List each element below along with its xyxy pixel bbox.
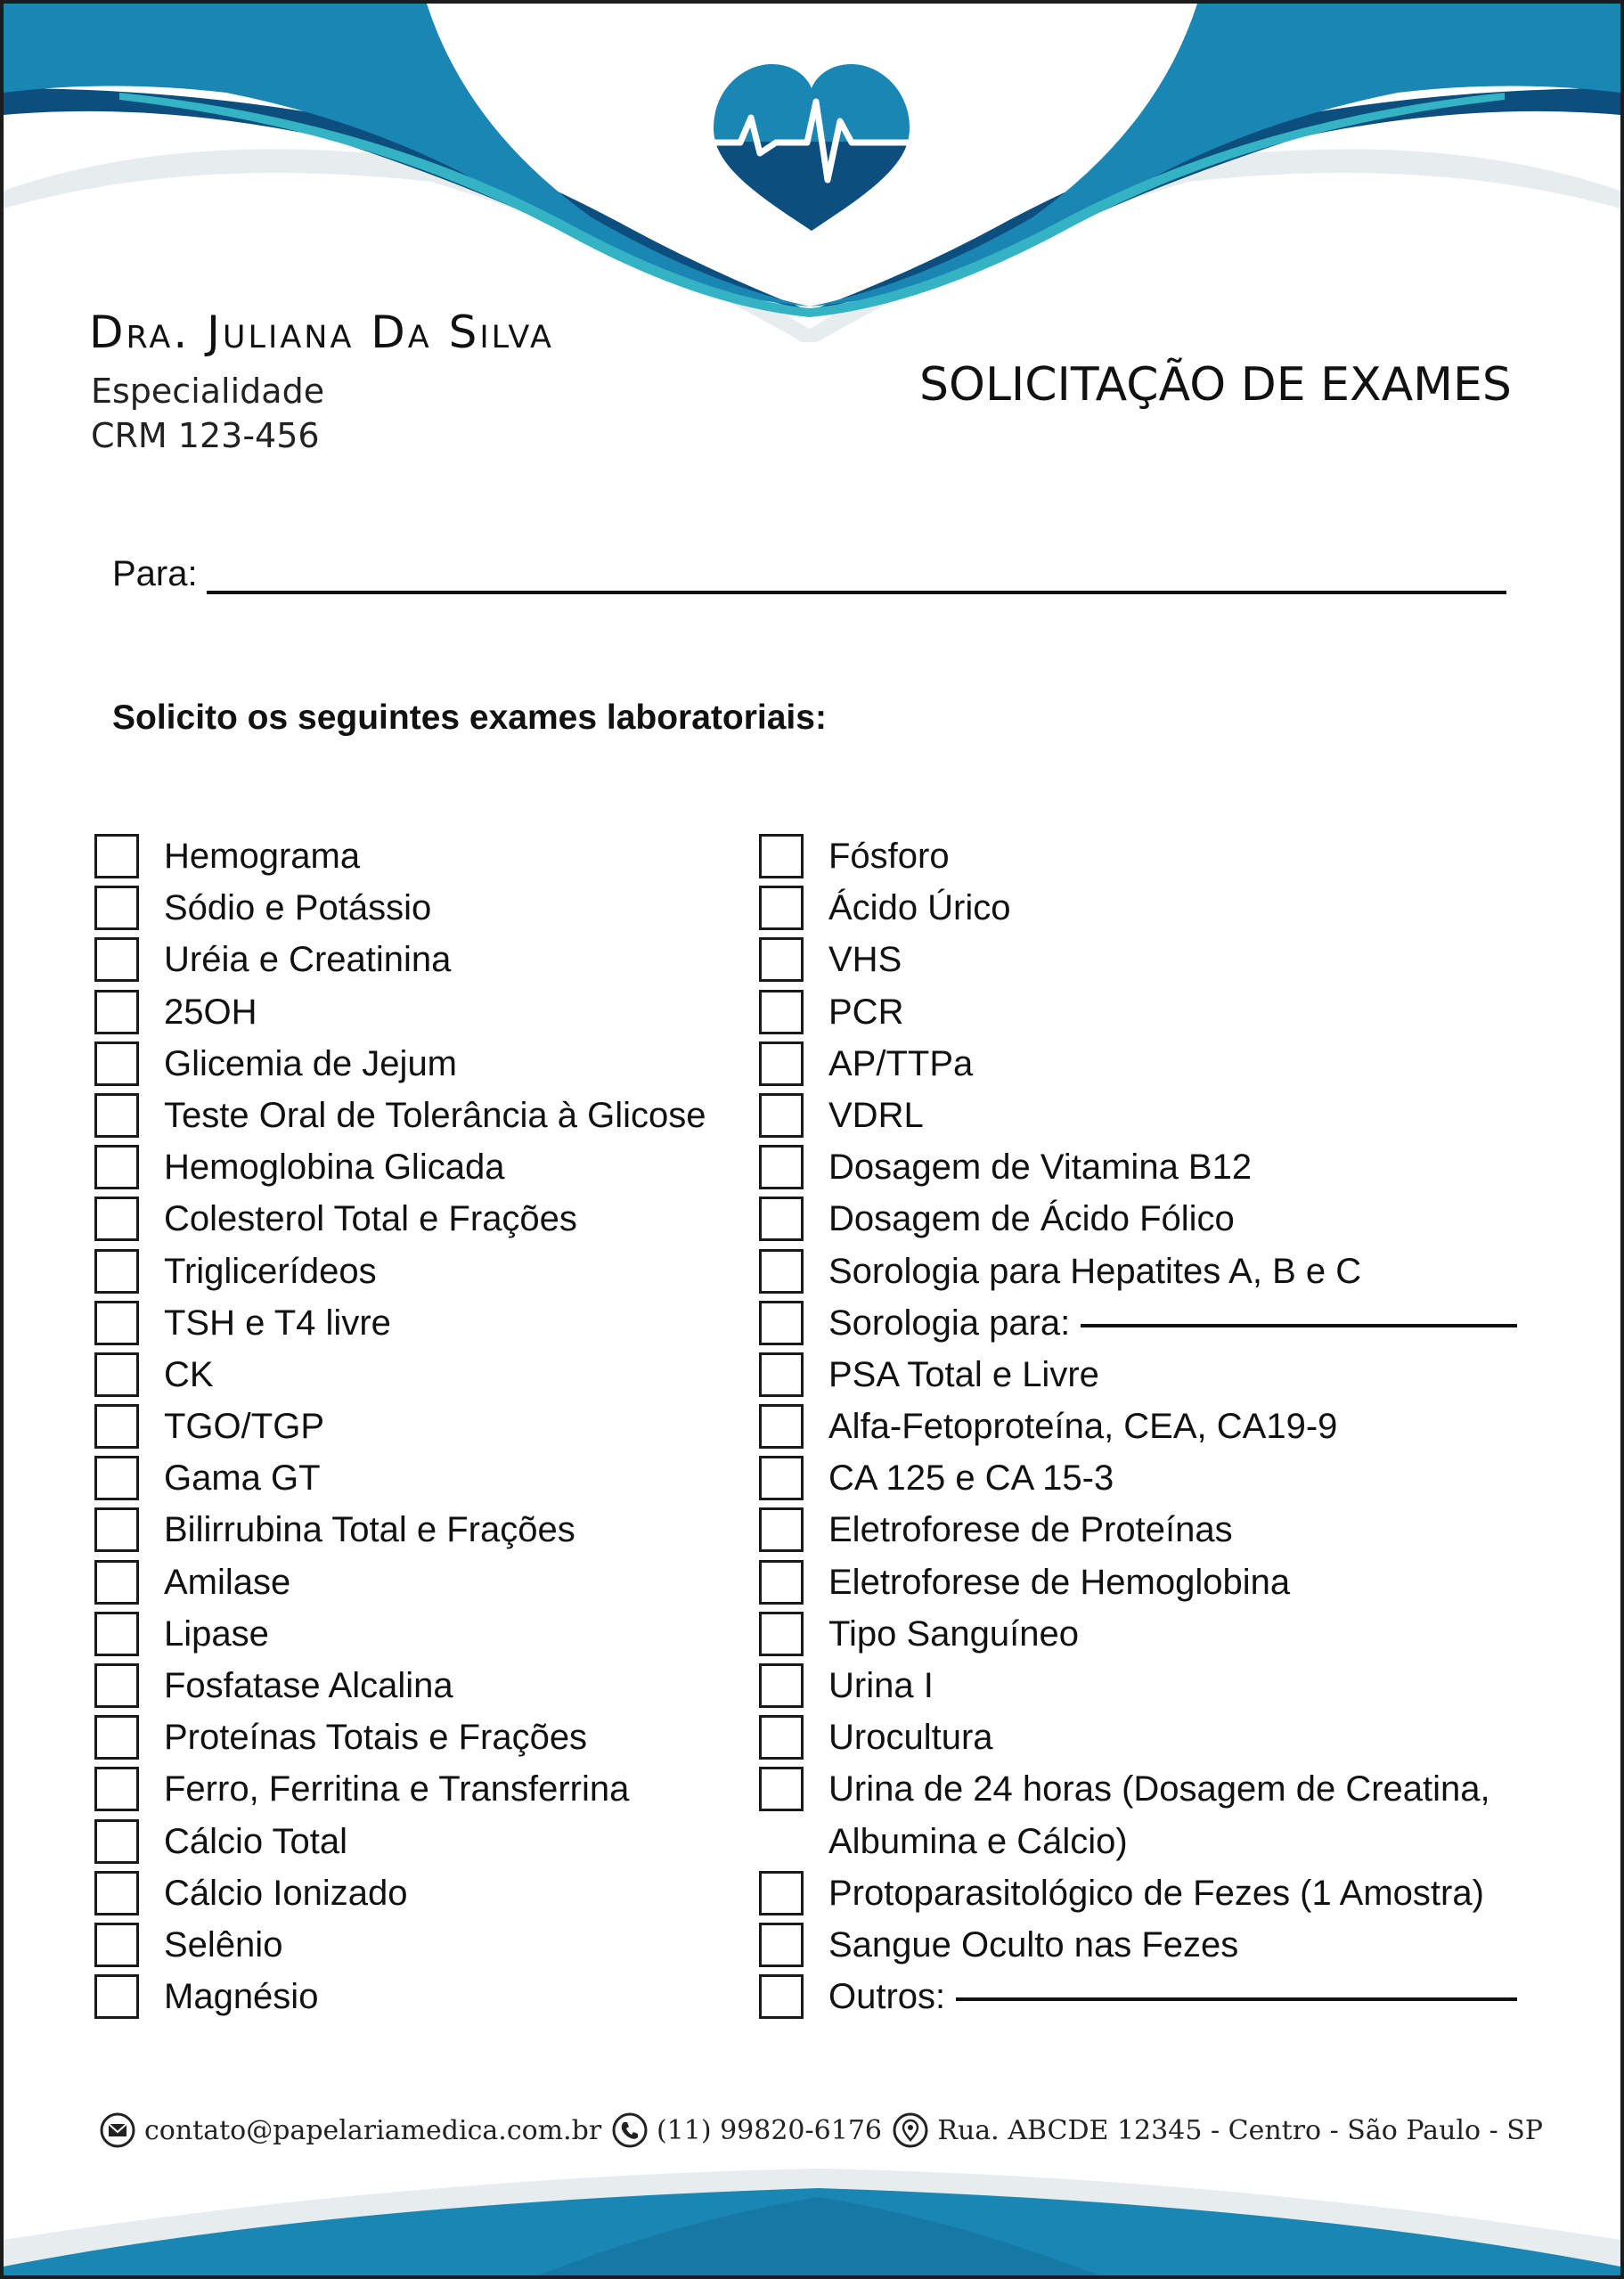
exam-label: TGO/TGP xyxy=(164,1407,324,1447)
exam-item[interactable] xyxy=(94,1556,745,1608)
exam-label: Ácido Úrico xyxy=(828,888,1011,928)
exam-label: Lipase xyxy=(164,1613,269,1654)
exam-checkbox[interactable] xyxy=(759,1974,804,2019)
exam-label: 25OH xyxy=(164,992,257,1032)
exam-checkbox[interactable] xyxy=(759,1507,804,1552)
exam-checkbox[interactable] xyxy=(759,1145,804,1189)
exam-checkbox[interactable] xyxy=(759,937,804,982)
exam-label: Proteínas Totais e Frações xyxy=(164,1718,588,1758)
exam-checkbox[interactable] xyxy=(759,990,804,1034)
exam-checkbox[interactable] xyxy=(94,834,139,878)
footer-blue-left xyxy=(4,2188,819,2275)
exam-label: CK xyxy=(164,1354,214,1394)
exam-label: TSH e T4 livre xyxy=(164,1303,391,1343)
exam-item[interactable] xyxy=(759,1608,1543,1660)
exam-item[interactable] xyxy=(759,1297,1543,1349)
exam-item[interactable] xyxy=(759,1763,1543,1866)
exam-item[interactable] xyxy=(94,1816,745,1867)
exam-label: Cálcio Total xyxy=(164,1821,348,1861)
exam-label: Uréia e Creatinina xyxy=(164,940,452,980)
exam-checkbox[interactable] xyxy=(759,1871,804,1916)
exam-checkbox[interactable] xyxy=(94,1819,139,1864)
exam-checkbox[interactable] xyxy=(759,1041,804,1086)
exam-item[interactable] xyxy=(94,1919,745,1971)
exam-label: Hemograma xyxy=(164,837,361,876)
footer-dark-center xyxy=(538,2197,1099,2275)
exam-item[interactable] xyxy=(759,1452,1543,1504)
footer-phone-text[interactable]: (11) 99820-6176 xyxy=(656,2114,883,2146)
exam-checkbox[interactable] xyxy=(759,1404,804,1449)
exam-checkbox[interactable] xyxy=(94,1456,139,1500)
exams-intro: Solicito os seguintes exames laboratoriais: xyxy=(112,698,827,737)
exam-checkbox[interactable] xyxy=(759,1456,804,1500)
exam-item[interactable] xyxy=(94,1763,745,1815)
exam-checkbox[interactable] xyxy=(759,886,804,930)
heart-pulse-logo xyxy=(714,64,910,231)
exam-item[interactable] xyxy=(94,1660,745,1711)
exam-item[interactable] xyxy=(759,1971,1543,2022)
exam-label: Sódio e Potássio xyxy=(164,888,432,928)
exam-label: Eletroforese de Proteínas xyxy=(828,1510,1233,1550)
exam-item[interactable] xyxy=(94,1504,745,1556)
exam-label: Glicemia de Jejum xyxy=(164,1043,458,1083)
exam-label: Colesterol Total e Frações xyxy=(164,1199,577,1239)
exam-label: Eletroforese de Hemoglobina xyxy=(828,1562,1291,1602)
exam-label: Bilirrubina Total e Frações xyxy=(164,1510,575,1550)
exam-label: Teste Oral de Tolerância à Glicose xyxy=(164,1095,706,1135)
footer-email xyxy=(100,2112,601,2148)
exam-checkbox[interactable] xyxy=(759,1249,804,1294)
exam-checkbox[interactable] xyxy=(94,886,139,930)
exam-checkbox[interactable] xyxy=(94,1923,139,1967)
exam-item[interactable] xyxy=(759,1867,1543,1919)
footer-email-text[interactable]: contato@papelariamedica.com.br xyxy=(144,2114,602,2146)
exam-label: Amilase xyxy=(164,1562,291,1602)
exam-checkbox[interactable] xyxy=(759,1197,804,1241)
exam-checkbox[interactable] xyxy=(94,1197,139,1241)
exam-item[interactable] xyxy=(759,986,1543,1038)
doctor-name: Dra. Juliana Da Silva xyxy=(89,306,554,358)
exam-label: Sorologia para Hepatites A, B e C xyxy=(828,1251,1362,1291)
exam-checkbox[interactable] xyxy=(94,1093,139,1138)
exam-label: Dosagem de Vitamina B12 xyxy=(828,1148,1253,1188)
exam-list-right xyxy=(759,830,1543,2022)
exam-checkbox[interactable] xyxy=(94,1249,139,1294)
exam-item[interactable] xyxy=(94,1193,745,1245)
exam-label: Cálcio Ionizado xyxy=(164,1873,408,1913)
exam-label: Tipo Sanguíneo xyxy=(828,1613,1079,1654)
footer-contact xyxy=(100,2108,1543,2152)
header-decoration xyxy=(4,4,1620,342)
exam-fill-in-field[interactable] xyxy=(956,1971,1517,2001)
exam-label: Protoparasitológico de Fezes (1 Amostra) xyxy=(828,1873,1484,1913)
exam-item[interactable] xyxy=(759,1556,1543,1608)
exam-label: Outros: xyxy=(828,1977,946,2017)
footer-address xyxy=(893,2112,1543,2148)
exam-checkbox[interactable] xyxy=(759,1560,804,1605)
envelope-icon xyxy=(100,2112,135,2148)
location-pin-icon xyxy=(893,2112,928,2148)
exam-item[interactable] xyxy=(759,1401,1543,1452)
exam-item[interactable] xyxy=(759,882,1543,934)
exam-label: Sangue Oculto nas Fezes xyxy=(828,1924,1239,1965)
exam-checkbox[interactable] xyxy=(94,1560,139,1605)
exam-item[interactable] xyxy=(94,1971,745,2022)
exam-label: Magnésio xyxy=(164,1977,319,2017)
document-title: SOLICITAÇÃO DE EXAMES xyxy=(919,358,1512,412)
exam-label: Dosagem de Ácido Fólico xyxy=(828,1199,1235,1239)
exam-item[interactable] xyxy=(94,1038,745,1090)
exam-checkbox[interactable] xyxy=(759,1663,804,1708)
exam-item[interactable] xyxy=(759,1246,1543,1297)
exam-checkbox[interactable] xyxy=(759,1767,804,1811)
exam-checkbox[interactable] xyxy=(94,937,139,982)
exam-fill-in-field[interactable] xyxy=(1081,1297,1517,1327)
exam-label: Fosfatase Alcalina xyxy=(164,1666,453,1705)
exam-checkbox[interactable] xyxy=(94,1145,139,1189)
exam-checkbox[interactable] xyxy=(94,990,139,1034)
exam-checkbox[interactable] xyxy=(94,1663,139,1708)
exam-item[interactable] xyxy=(759,1141,1543,1193)
doctor-crm: CRM 123-456 xyxy=(91,416,320,455)
exam-label: Hemoglobina Glicada xyxy=(164,1148,505,1188)
exam-checkbox[interactable] xyxy=(759,1612,804,1656)
exam-item[interactable] xyxy=(94,1090,745,1141)
exam-label: Fósforo xyxy=(828,837,950,876)
exam-checkbox[interactable] xyxy=(759,1301,804,1345)
exam-checkbox[interactable] xyxy=(759,1093,804,1138)
exam-label: Urina I xyxy=(828,1666,934,1705)
exam-checkbox[interactable] xyxy=(94,1974,139,2019)
footer-address-text: Rua. ABCDE 12345 - Centro - São Paulo - SP xyxy=(937,2114,1543,2146)
exam-item[interactable] xyxy=(759,1038,1543,1090)
exam-label: PCR xyxy=(828,992,904,1032)
exam-checkbox[interactable] xyxy=(94,1871,139,1916)
exam-item[interactable] xyxy=(94,1401,745,1452)
exam-item[interactable] xyxy=(94,1452,745,1504)
exam-item[interactable] xyxy=(759,1193,1543,1245)
heart-lower-shade xyxy=(715,142,908,231)
exam-item[interactable] xyxy=(759,1090,1543,1141)
recipient-row xyxy=(112,541,1506,594)
exam-checkbox[interactable] xyxy=(94,1404,139,1449)
exam-label: CA 125 e CA 15-3 xyxy=(828,1458,1114,1499)
exam-label: VDRL xyxy=(828,1095,924,1135)
exam-item[interactable] xyxy=(94,986,745,1038)
exam-item[interactable] xyxy=(759,1349,1543,1401)
exam-item[interactable] xyxy=(94,830,745,882)
exam-label: Alfa-Fetoproteína, CEA, CA19-9 xyxy=(828,1407,1338,1447)
exam-item[interactable] xyxy=(94,1867,745,1919)
footer-gray-band xyxy=(4,2169,1620,2275)
exam-label: AP/TTPa xyxy=(828,1043,974,1083)
exam-label: Selênio xyxy=(164,1924,283,1965)
exam-item[interactable] xyxy=(94,882,745,934)
exam-item[interactable] xyxy=(759,830,1543,882)
exam-checkbox[interactable] xyxy=(94,1612,139,1656)
recipient-label: Para: xyxy=(112,554,198,593)
exam-item[interactable] xyxy=(94,1711,745,1763)
exam-label: Sorologia para: xyxy=(828,1303,1071,1343)
exam-item[interactable] xyxy=(94,1141,745,1193)
exam-checkbox[interactable] xyxy=(759,1352,804,1397)
exam-list-left xyxy=(94,830,745,2022)
exam-label: Ferro, Ferritina e Transferrina xyxy=(164,1769,630,1809)
exam-checkbox[interactable] xyxy=(94,1301,139,1345)
exam-label: Triglicerídeos xyxy=(164,1251,377,1291)
exam-checkbox[interactable] xyxy=(759,1715,804,1760)
exam-item[interactable] xyxy=(94,1349,745,1401)
recipient-field[interactable] xyxy=(207,555,1506,594)
exam-item[interactable] xyxy=(759,1711,1543,1763)
footer-blue-right xyxy=(819,2188,1620,2275)
exam-item[interactable] xyxy=(94,1246,745,1297)
exam-item[interactable] xyxy=(759,934,1543,985)
exam-item[interactable] xyxy=(94,934,745,985)
exam-checkbox[interactable] xyxy=(94,1715,139,1760)
exam-checkbox[interactable] xyxy=(94,1767,139,1811)
exam-checkbox[interactable] xyxy=(759,1923,804,1967)
exam-checkbox[interactable] xyxy=(759,834,804,878)
doctor-specialty: Especialidade xyxy=(91,372,325,411)
exam-label: PSA Total e Livre xyxy=(828,1354,1099,1394)
exam-item[interactable] xyxy=(759,1504,1543,1556)
exam-checkbox[interactable] xyxy=(94,1507,139,1552)
exam-label: Urocultura xyxy=(828,1718,993,1758)
exam-checkbox[interactable] xyxy=(94,1041,139,1086)
exam-checkbox[interactable] xyxy=(94,1352,139,1397)
exam-label: Urina de 24 horas (Dosagem de Creatina, Albumina e Cálcio) xyxy=(828,1769,1490,1861)
exam-item[interactable] xyxy=(94,1608,745,1660)
footer-phone xyxy=(612,2112,882,2148)
exam-item[interactable] xyxy=(94,1297,745,1349)
exam-label: VHS xyxy=(828,940,902,980)
exam-label: Gama GT xyxy=(164,1458,321,1499)
exam-item[interactable] xyxy=(759,1919,1543,1971)
phone-icon xyxy=(612,2112,648,2148)
exam-item[interactable] xyxy=(759,1660,1543,1711)
